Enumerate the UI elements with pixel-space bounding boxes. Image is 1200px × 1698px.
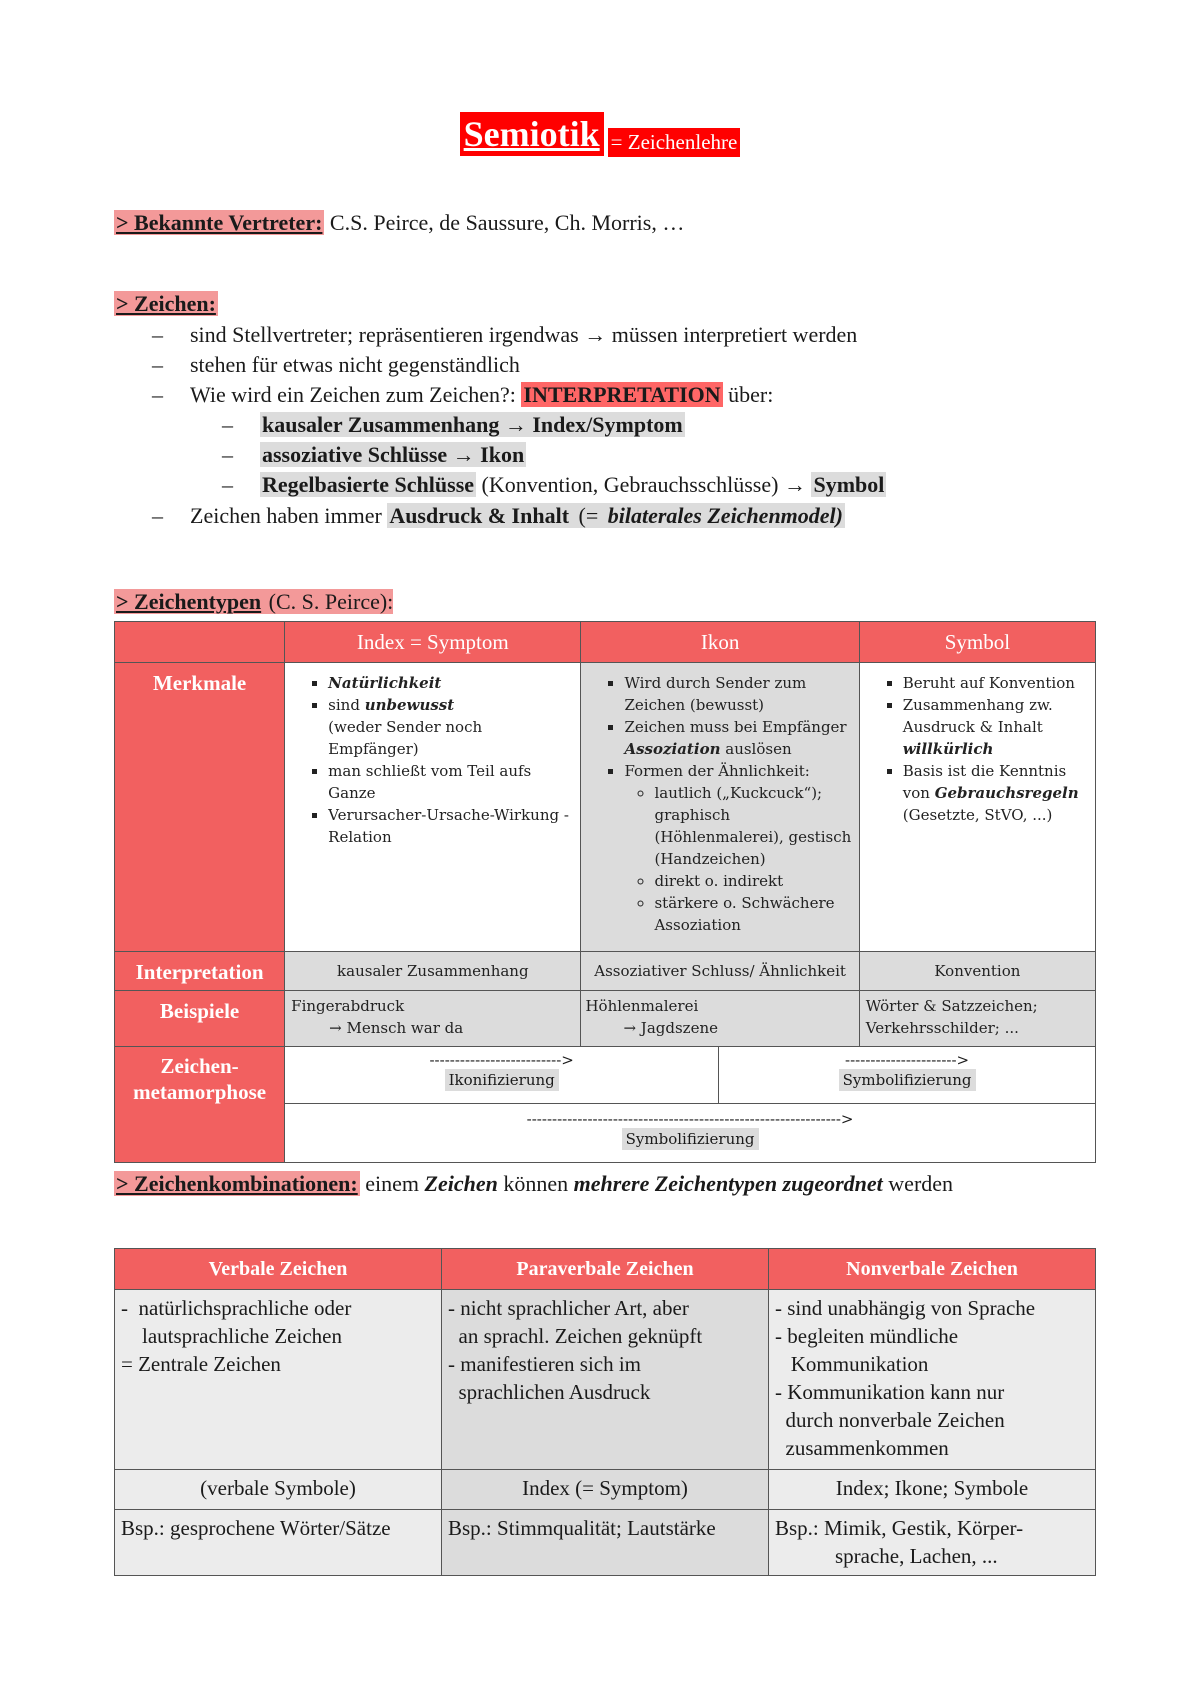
cell-paraverbal-desc: - nicht sprachlicher Art, aber an sprachl. Zeichen geknüpft - manifestieren sich im sprachlichen Ausdruck xyxy=(442,1290,769,1470)
row-header-beispiele: Beispiele xyxy=(115,991,285,1047)
vertreter-label: > Bekannte Vertreter: xyxy=(116,210,323,235)
row-header-metamorphose: Zeichen- metamorphose xyxy=(115,1047,285,1163)
header-nonverbal: Nonverbale Zeichen xyxy=(769,1249,1096,1290)
table-row-metamorphose xyxy=(115,1047,1096,1163)
zeichenkombinationen-label: > Zeichenkombinationen: xyxy=(116,1171,358,1196)
table-corner xyxy=(115,622,285,663)
header-index: Index = Symptom xyxy=(285,622,581,663)
zeichen-label: > Zeichen: xyxy=(116,291,216,316)
cell-symbol-merkmale: ▪ Beruht auf Konvention ▪ Zusammenhang zw. Ausdruck & Inhalt willkürlich ▪ Basis ist die Kenntnis von Gebrauchsregeln (Gesetzte, StVO, ...) xyxy=(859,663,1095,952)
title-subtitle: = Zeichenlehre xyxy=(608,128,741,157)
cell-verbal-desc: - natürlichsprachliche oder lautsprachliche Zeichen = Zentrale Zeichen xyxy=(115,1290,442,1470)
vertreter-line xyxy=(114,209,684,237)
header-symbol: Symbol xyxy=(859,622,1095,663)
page-title xyxy=(0,112,1200,157)
cell-nonverbal-desc: - sind unabhängig von Sprache - begleiten mündliche Kommunikation - Kommunikation kann nur durch nonverbale Zeichen zusammenkommen xyxy=(769,1290,1096,1470)
table2-header-row xyxy=(115,1249,1096,1290)
table2-desc-row xyxy=(115,1290,1096,1470)
interpretation-highlight: INTERPRETATION xyxy=(523,382,721,407)
zeichen-subitem-2: – assoziative Schlüsse → Ikon xyxy=(222,442,525,467)
table-header-row xyxy=(115,622,1096,663)
cell-ikon-merkmale: ▪ Wird durch Sender zum Zeichen (bewusst) ▪ Zeichen muss bei Empfänger Assoziation auslösen ▪ Formen der Ähnlichkeit: ◦ lautlich („Kuckcuck“); graphisch (Höhlenmalerei), gestisch (Handzeichen) ◦ direkt o. indirekt ◦ stärkere o. Schwächere Assoziation xyxy=(581,663,859,952)
zeichen-subitem-3: – Regelbasierte Schlüsse (Konvention, Gebrauchsschlüsse) → Symbol xyxy=(222,472,885,497)
zeichentypen-table xyxy=(114,621,1096,1163)
zeichen-item-1: – sind Stellvertreter; repräsentieren irgendwas → müssen interpretiert werden xyxy=(152,322,858,347)
header-paraverbal: Paraverbale Zeichen xyxy=(442,1249,769,1290)
table2-example-row: Bsp.: gesprochene Wörter/Sätze Bsp.: Stimmqualität; Lautstärke Bsp.: Mimik, Gestik, Körper- sprache, Lachen, ... xyxy=(115,1510,1096,1576)
zeichen-item-4: – Zeichen haben immer Ausdruck & Inhalt (= bilaterales Zeichenmodel) xyxy=(152,503,843,528)
zeichentypen-label: > Zeichentypen xyxy=(116,589,262,614)
vertreter-text: C.S. Peirce, de Saussure, Ch. Morris, … xyxy=(324,210,685,235)
table-row-interpretation: Interpretation kausaler Zusammenhang Assoziativer Schluss/ Ähnlichkeit Konvention xyxy=(115,952,1096,991)
zeichen-heading xyxy=(114,290,218,318)
table-row-beispiele: Beispiele Fingerabdruck → Mensch war da Höhlenmalerei → Jagdszene Wörter & Satzzeichen; Verkehrsschilder; ... xyxy=(115,991,1096,1047)
zeichenarten-table xyxy=(114,1248,1096,1576)
zeichen-item-3: – Wie wird ein Zeichen zum Zeichen?: INTERPRETATION über: xyxy=(152,382,774,407)
zeichenkombinationen-line: > Zeichenkombinationen: einem Zeichen können mehrere Zeichentypen zugeordnet werden xyxy=(116,1171,954,1196)
title-main: Semiotik xyxy=(460,112,604,156)
zeichentypen-heading: > Zeichentypen (C. S. Peirce): xyxy=(116,589,394,614)
cell-index-merkmale: ▪ Natürlichkeit ▪ sind unbewusst (weder Sender noch Empfänger) ▪ man schließt vom Teil aufs Ganze ▪ Verursacher-Ursache-Wirkung -Relation xyxy=(285,663,581,952)
zeichen-subitem-1: – kausaler Zusammenhang → Index/Symptom xyxy=(222,412,683,437)
row-header-merkmale: Merkmale xyxy=(115,663,285,952)
header-verbal: Verbale Zeichen xyxy=(115,1249,442,1290)
header-ikon: Ikon xyxy=(581,622,859,663)
metamorphose-cell: --------------------------> Ikonifizierung ----------------------> Symbolifizierung --------------------------------------------------------------> Symbolifizierung xyxy=(285,1047,1096,1163)
table-row-merkmale xyxy=(115,663,1096,952)
table2-type-row: (verbale Symbole) Index (= Symptom) Index; Ikone; Symbole xyxy=(115,1470,1096,1510)
zeichen-item-2: – stehen für etwas nicht gegenständlich xyxy=(152,352,520,377)
row-header-interpretation: Interpretation xyxy=(115,952,285,991)
